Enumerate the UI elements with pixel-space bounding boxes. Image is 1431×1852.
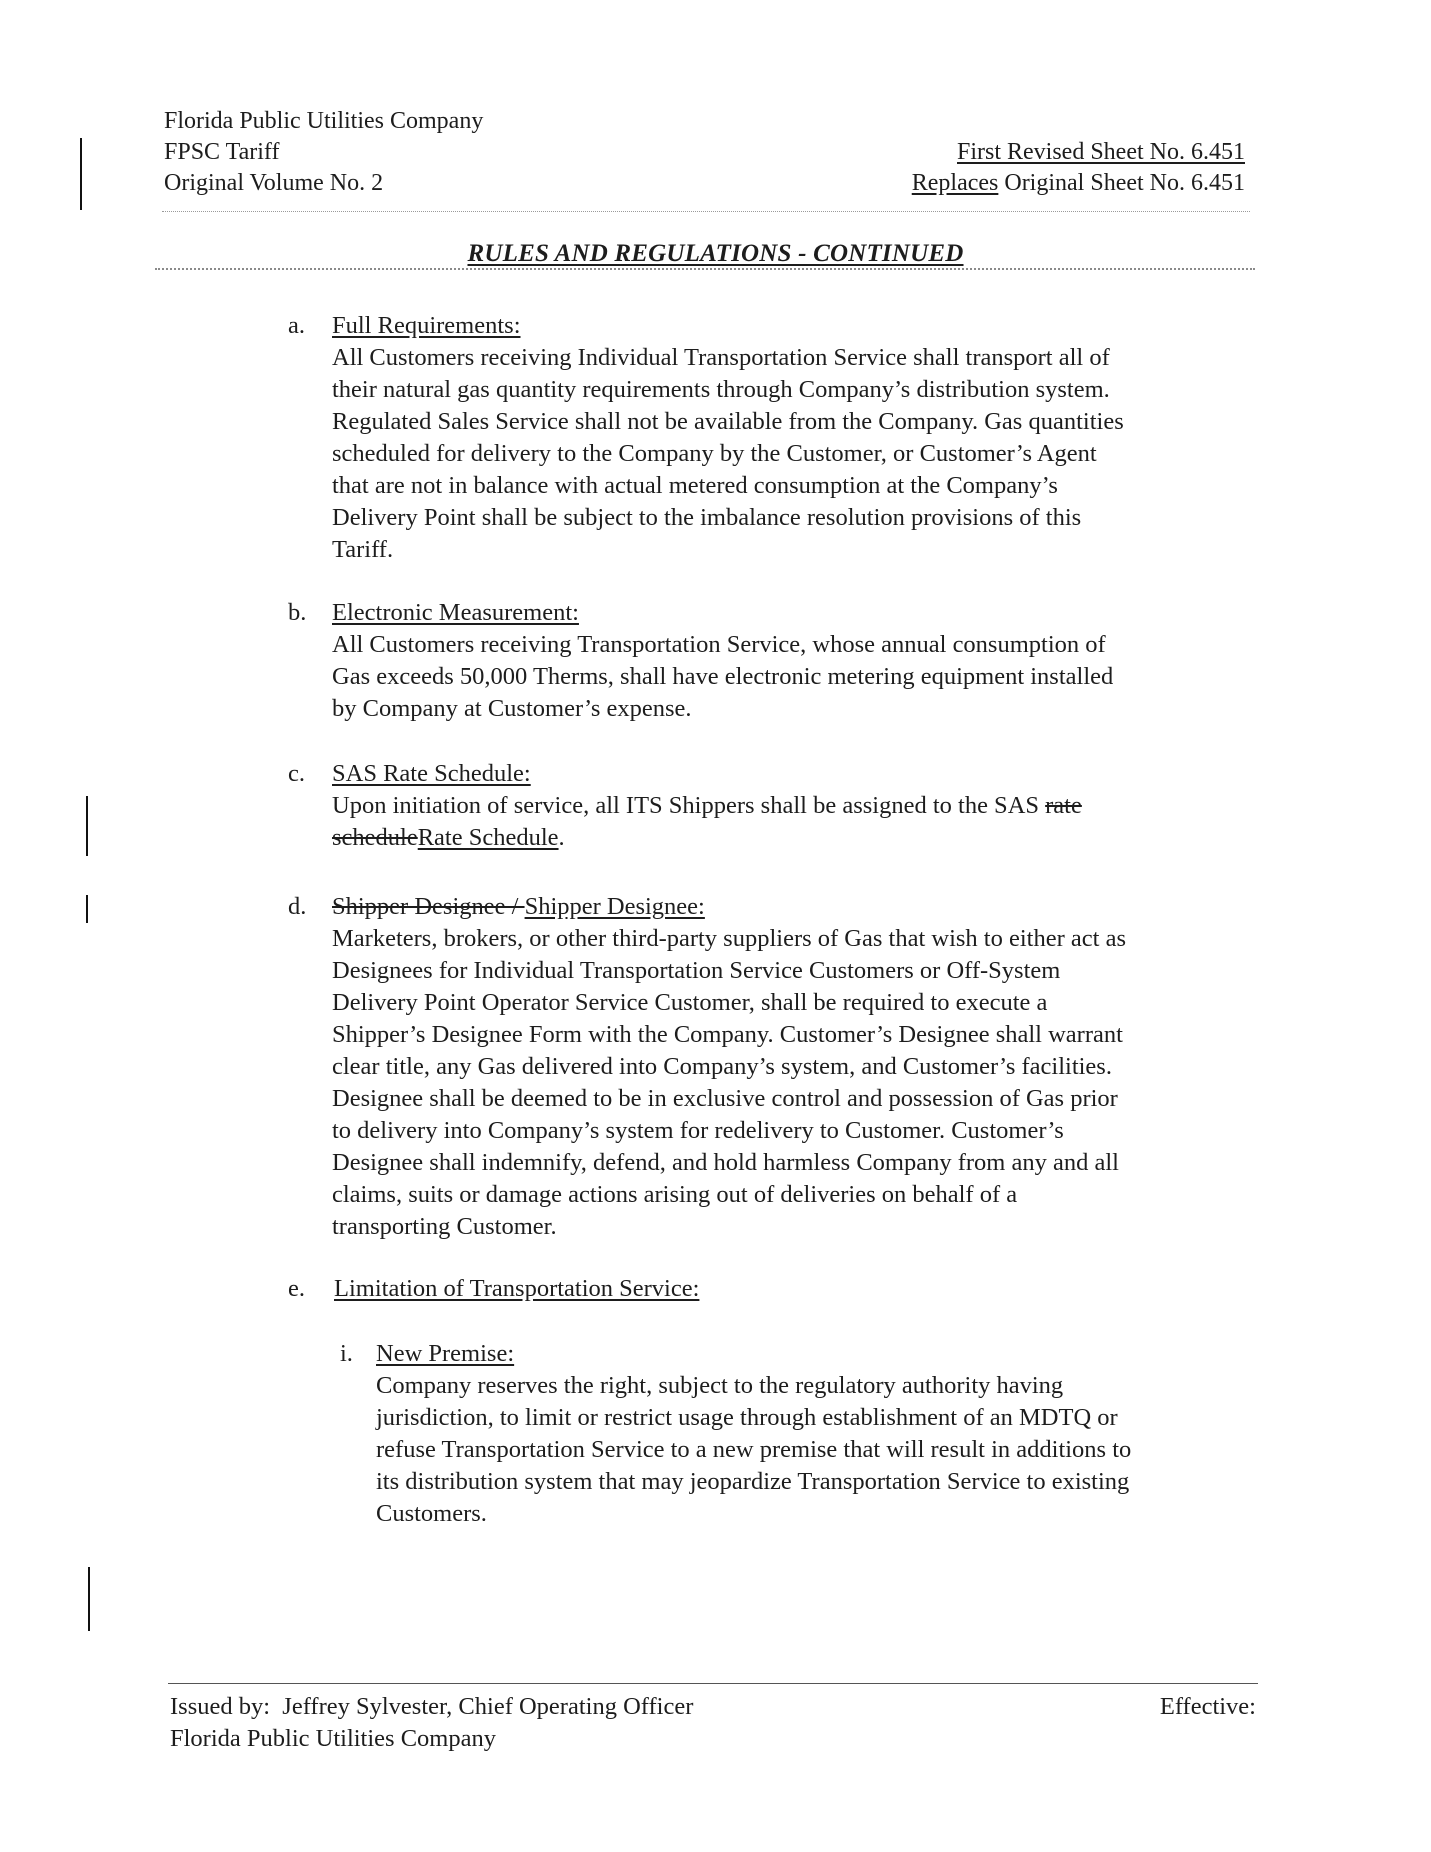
revision-bar-footer xyxy=(88,1567,90,1631)
text-line: to delivery into Company’s system for redelivery to Customer. Customer’s xyxy=(332,1117,1064,1144)
company-name: Florida Public Utilities Company xyxy=(164,108,484,134)
text-line: Marketers, brokers, or other third-party suppliers of Gas that wish to either act as xyxy=(332,925,1126,952)
section-b-heading: Electronic Measurement: xyxy=(332,599,579,626)
issued-by: Issued by: Jeffrey Sylvester, Chief Operating Officer xyxy=(170,1693,694,1720)
text-line: refuse Transportation Service to a new premise that will result in additions to xyxy=(376,1436,1132,1463)
text-line: clear title, any Gas delivered into Company’s system, and Customer’s facilities. xyxy=(332,1053,1112,1080)
section-d-text xyxy=(332,923,1268,1243)
section-a xyxy=(288,310,1268,566)
text-line xyxy=(332,790,1268,822)
section-d-heading-line xyxy=(332,891,705,923)
revision-bar-c xyxy=(86,796,88,856)
inserted-text: Rate Schedule xyxy=(417,824,559,851)
header-right xyxy=(912,137,1245,199)
text-line: their natural gas quantity requirements through Company’s distribution system. xyxy=(332,376,1110,403)
text-line: jurisdiction, to limit or restrict usage through establishment of an MDTQ or xyxy=(376,1404,1118,1431)
text-line: Regulated Sales Service shall not be available from the Company. Gas quantities xyxy=(332,408,1124,435)
text-line: its distribution system that may jeopardize Transportation Service to existing xyxy=(376,1468,1130,1495)
text-line xyxy=(332,822,1268,854)
section-c xyxy=(288,758,1268,854)
section-c-text xyxy=(332,790,1268,854)
section-b xyxy=(288,597,1268,725)
revision-bar-header xyxy=(80,138,82,210)
section-c-heading: SAS Rate Schedule: xyxy=(332,760,531,787)
text-line: All Customers receiving Individual Transportation Service shall transport all of xyxy=(332,344,1110,371)
section-a-heading: Full Requirements: xyxy=(332,312,521,339)
footer-left xyxy=(170,1691,693,1755)
section-b-letter: b. xyxy=(288,599,307,626)
text-line: claims, suits or damage actions arising out of deliveries on behalf of a xyxy=(332,1181,1018,1208)
section-c-letter: c. xyxy=(288,760,305,787)
struck-text: Shipper Designee / xyxy=(332,893,525,920)
sheet-revision: First Revised Sheet No. 6.451 xyxy=(957,139,1245,165)
section-e xyxy=(288,1273,1268,1305)
text-line: by Company at Customer’s expense. xyxy=(332,695,692,722)
text-line: that are not in balance with actual metered consumption at the Company’s xyxy=(332,472,1058,499)
text-run: . xyxy=(558,824,565,851)
footer-effective: Effective: xyxy=(1159,1693,1256,1720)
volume-label: Original Volume No. 2 xyxy=(164,170,384,196)
text-line: Delivery Point Operator Service Customer, shall be required to execute a xyxy=(332,989,1048,1016)
text-line: Shipper’s Designee Form with the Company. Customer’s Designee shall warrant xyxy=(332,1021,1123,1048)
struck-text: rate xyxy=(1045,792,1082,819)
replaces-line xyxy=(912,168,1245,199)
text-line: Designee shall indemnify, defend, and hold harmless Company from any and all xyxy=(332,1149,1119,1176)
text-line: Designee shall be deemed to be in exclusive control and possession of Gas prior xyxy=(332,1085,1118,1112)
section-e-i xyxy=(340,1338,1270,1530)
section-e-letter: e. xyxy=(288,1275,305,1302)
text-line: Customers. xyxy=(376,1500,487,1527)
text-line: scheduled for delivery to the Company by the Customer, or Customer’s Agent xyxy=(332,440,1097,467)
text-line: All Customers receiving Transportation Service, whose annual consumption of xyxy=(332,631,1106,658)
section-e-i-text xyxy=(376,1370,1270,1530)
section-d-letter: d. xyxy=(288,893,307,920)
section-e-i-heading: New Premise: xyxy=(376,1340,515,1367)
text-line: Designees for Individual Transportation Service Customers or Off-System xyxy=(332,957,1061,984)
section-d-heading: Shipper Designee: xyxy=(524,893,705,920)
text-run: Upon initiation of service, all ITS Shippers shall be assigned to the SAS xyxy=(332,792,1046,819)
text-line: Gas exceeds 50,000 Therms, shall have electronic metering equipment installed xyxy=(332,663,1114,690)
header-left xyxy=(164,106,483,199)
struck-text: schedule xyxy=(332,824,418,851)
text-line: Delivery Point shall be subject to the imbalance resolution provisions of this xyxy=(332,504,1082,531)
page-title-text: RULES AND REGULATIONS - CONTINUED xyxy=(467,240,964,267)
section-a-text xyxy=(332,342,1268,566)
tariff-name: FPSC Tariff xyxy=(164,139,280,165)
text-line: Tariff. xyxy=(332,536,394,563)
footer-divider xyxy=(168,1683,1258,1684)
text-line: transporting Customer. xyxy=(332,1213,557,1240)
revision-bar-d xyxy=(86,895,88,923)
section-a-letter: a. xyxy=(288,312,305,339)
replaces-rest: Original Sheet No. 6.451 xyxy=(1004,170,1245,196)
footer-company: Florida Public Utilities Company xyxy=(170,1725,496,1752)
title-rule xyxy=(155,268,1255,270)
replaces-prefix: Replaces xyxy=(911,170,999,196)
section-e-heading: Limitation of Transportation Service: xyxy=(334,1275,700,1302)
section-d xyxy=(288,891,1268,1243)
text-line: Company reserves the right, subject to the regulatory authority having xyxy=(376,1372,1064,1399)
page-title xyxy=(0,240,1431,268)
section-b-text xyxy=(332,629,1268,725)
section-e-i-numeral: i. xyxy=(340,1340,353,1367)
header-divider xyxy=(162,211,1250,212)
